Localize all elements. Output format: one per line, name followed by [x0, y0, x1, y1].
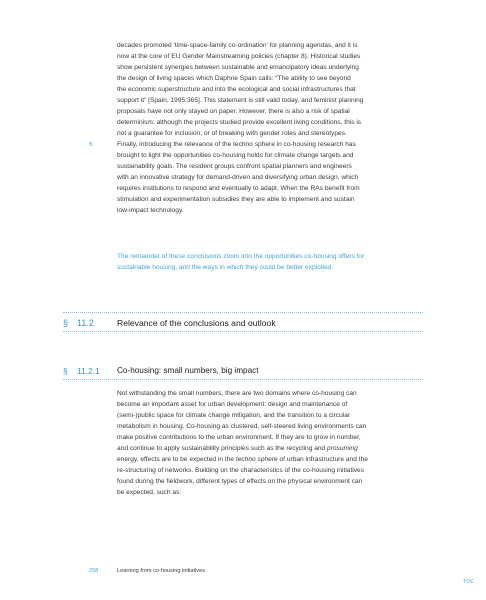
text-line: found during the fieldwork, different types of effects on the physical environment can: [117, 478, 363, 485]
running-title: Learning from co-housing initiatives: [117, 568, 205, 574]
text-line: not a guarantee for inclusion, or of breaking with gender roles and stereotypes.: [117, 130, 347, 137]
body-paragraph: [117, 388, 435, 498]
toc-link[interactable]: TOC: [463, 579, 475, 585]
text-fragment: energy, effects are to be expected in the: [117, 456, 236, 463]
text-line: [117, 443, 435, 454]
list-item-paragraph: [117, 139, 435, 216]
text-line: the design of living spaces which Daphne Spain calls: “The ability to see beyond: [117, 75, 351, 82]
text-line: [117, 454, 435, 465]
text-line: brought to light the opportunities co-housing holds for climate change targets and: [117, 152, 354, 159]
section-number: 11.2: [77, 318, 94, 328]
text-line: low-impact technology.: [117, 207, 184, 214]
text-line: the economic superstructure and into the ecological and social infrastructures that: [117, 86, 356, 93]
text-line: with an innovative strategy for demand-driven and diversifying urban design, which: [117, 174, 359, 181]
text-line: now at the core of EU Gender Mainstreaming policies (chapter 8). Historical studies: [117, 53, 361, 60]
text-line: show persistent synergies between sustainable and emancipatory ideas underlying: [117, 64, 359, 71]
intro-paragraph: [117, 40, 435, 139]
text-line: decades promoted ‘time-space-family co-ordination’ for planning agendas, and it is: [117, 42, 358, 49]
text-line: determinism: although the projects studied provide excellent living conditions, this is: [117, 119, 362, 126]
text-line: proposals have not only stayed on paper. However, there is also a risk of spatial: [117, 108, 350, 115]
text-line: be expected, such as:: [117, 489, 182, 496]
section-divider: [63, 331, 423, 332]
text-line: stimulation and experimentation subsidies they are able to implement and sustain: [117, 196, 355, 203]
text-line: requires institutions to respond and eventually to adapt. When the RAs benefit from: [117, 185, 360, 192]
emphasis-text: techno sphere: [235, 456, 278, 463]
text-line: Finally, introducing the relevance of the techno sphere in co-housing research has: [117, 141, 356, 148]
list-item-number: 6: [89, 141, 93, 148]
section-divider: [63, 312, 423, 313]
section-divider: [63, 379, 423, 380]
text-line: sustainable housing, and the ways in which they could be better exploited.: [117, 264, 334, 271]
text-line: sustainability goals. The resident groups confront spatial planners and engineers: [117, 163, 352, 170]
page-number: 258: [89, 568, 99, 574]
text-line: re-structuring of networks. Building on the characteristics of the co-housing initiatives: [117, 467, 365, 474]
text-line: metabolism in housing. Co-housing as clustered, self-steered living environments can: [117, 423, 367, 430]
highlight-paragraph: [117, 251, 435, 273]
subsection-symbol: §: [63, 366, 68, 376]
section-symbol: §: [63, 318, 69, 328]
text-line: become an important asset for urban development: design and maintenance of: [117, 401, 348, 408]
text-line: The remainder of these conclusions zoom into the opportunities co-housing offers for: [117, 253, 365, 260]
text-fragment: and continue to apply sustainability principles such as the recycling and: [117, 445, 328, 452]
subsection-title: Co-housing: small numbers, big impact: [117, 366, 259, 375]
text-line: (semi-)public space for climate change mitigation, and the transition to a circular: [117, 412, 351, 419]
text-line: make positive contributions to the urban environment. If they are to grow in number,: [117, 434, 361, 441]
subsection-number: 11.2.1: [77, 366, 100, 376]
section-title: Relevance of the conclusions and outlook: [117, 318, 276, 328]
emphasis-text: prosuming: [327, 445, 358, 452]
text-fragment: of urban infrastructure and the: [277, 456, 368, 463]
text-line: support it” [Spain, 1995:365]. This statement is still valid today, and feminist planning: [117, 97, 364, 104]
text-line: Not withstanding the small numbers, there are two domains where co-housing can: [117, 390, 357, 397]
